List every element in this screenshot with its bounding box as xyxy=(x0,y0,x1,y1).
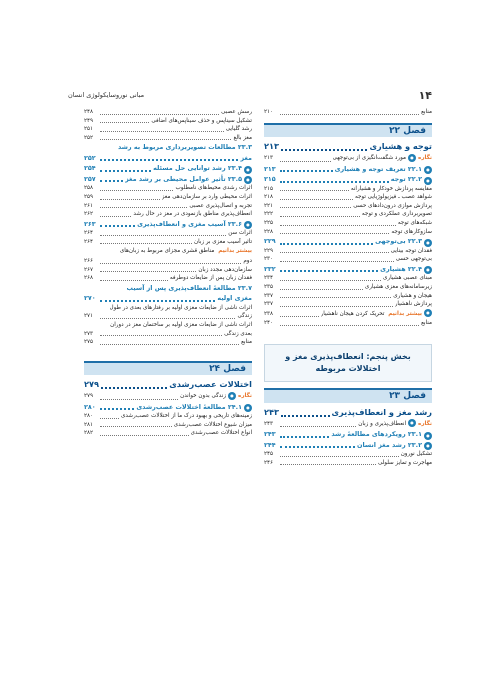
toc-section-entry[interactable] xyxy=(264,440,432,451)
toc-entry-page: ۲۱۸ xyxy=(264,194,274,201)
toc-entry-page: ۲۴۳ xyxy=(264,430,276,438)
toc-entry-page: ۲۷۳ xyxy=(84,330,94,337)
toc-entry[interactable] xyxy=(84,312,252,321)
section-badge-icon: ● xyxy=(244,166,252,174)
toc-entry-text: ۲۳.۵ تأثیر عوامل محیطی بر رشد مغز xyxy=(125,174,242,183)
toc-entry-page: ۲۲۹ xyxy=(264,247,274,254)
toc-entry[interactable] xyxy=(264,450,432,459)
toc-entry-text: اثرات رشدی محیط‌های نامطلوب xyxy=(175,185,252,192)
chapter-24-title[interactable]: اختلالات عصب‌رشدی ۲۷۹ xyxy=(84,379,252,390)
section-23-3-line2[interactable]: مغز ۲۵۲ xyxy=(84,153,252,162)
more-tag: بیشتر بدانیم xyxy=(388,310,422,317)
toc-entry-text: تشکیل نورون xyxy=(400,451,432,457)
page-header xyxy=(68,88,432,102)
part-five-box: بخش پنجم: انعطاف‌پذیری مغز و اختلالات مربوطه xyxy=(264,344,432,382)
toc-entry[interactable] xyxy=(84,117,252,126)
toc-entry-page: ۲۵۴ xyxy=(84,164,96,173)
toc-section-entry[interactable] xyxy=(264,164,432,175)
toc-entry-text: ۲۳.۱ رویکردهای مطالعهٔ رشد xyxy=(331,430,422,438)
toc-entry-page: ۲۲۱ xyxy=(264,202,274,209)
toc-entry[interactable] xyxy=(84,429,252,438)
toc-entry-page: ۲۱۵ xyxy=(264,185,274,192)
toc-entry-text: زمینه‌های تاریخی و بهبود درک ما از اختلالات عصب‌رشدی xyxy=(120,413,252,420)
toc-entry-page: ۲۲۸ xyxy=(264,228,274,235)
toc-entry[interactable] xyxy=(84,125,252,134)
toc-entry-text: ۲۲.۳ بی‌توجهی xyxy=(375,237,422,246)
more-entry[interactable]: ●بیشتر بدانیم تحریک کردن هیجان ناهشیار ۲۳۸ xyxy=(264,309,432,320)
toc-entry[interactable] xyxy=(264,202,432,211)
toc-entry[interactable] xyxy=(264,300,432,309)
toc-entry[interactable] xyxy=(264,292,432,301)
toc-entry-text: شبکه‌های توجه xyxy=(397,220,432,227)
toc-entry-page: ۲۴۸ xyxy=(84,109,94,115)
toc-entry-text: فقدان توجه بینایی xyxy=(390,247,432,254)
chapter-22-label: فصل ۲۲ xyxy=(264,123,432,138)
chapter-24-label: فصل ۲۴ xyxy=(84,361,252,376)
toc-entry-text: رشد گلیایی xyxy=(225,126,252,133)
toc-entry-page: ۲۶۴ xyxy=(84,230,94,237)
toc-entry-text: زندگی xyxy=(237,313,252,320)
section-badge-icon: ● xyxy=(424,239,432,247)
negare-badge-icon: ● xyxy=(408,419,416,427)
toc-entry-text: اثرات ناشی از ضایعات مغزی اولیه بر رفتارهای بعدی در طول xyxy=(109,304,252,311)
toc-entry-text: هیجان و هشیاری xyxy=(393,292,432,299)
negare-badge-icon: ● xyxy=(408,154,416,162)
toc-entry-text: ۲۳.۴ رشد توانایی حل مسئله xyxy=(153,164,242,173)
toc-section-entry[interactable] xyxy=(84,402,252,413)
toc-entry-page: ۲۴۵ xyxy=(264,451,274,457)
negare-entry[interactable]: نگاره●انعطاف‌پذیری و زبان ۲۴۳ xyxy=(264,420,432,427)
toc-entry-text: ۲۴.۱ مطالعهٔ اختلالات عصب‌رشدی xyxy=(136,402,242,411)
toc-entry-text: تشکیل سیناپس و حذف سیناپس‌های اضافی xyxy=(151,117,252,124)
toc-entry-text: بی‌توجهی حسی xyxy=(395,256,432,263)
more-entry-line2[interactable]: دوم ۲۶۶ xyxy=(84,257,252,264)
chapter-23-title[interactable]: رشد مغز و انعطاف‌پذیری ۲۴۳ xyxy=(264,406,432,417)
toc-entry[interactable] xyxy=(84,338,252,347)
toc-entry-text: میزان شیوع اختلالات عصب‌رشدی xyxy=(173,421,252,428)
toc-entry-text: پردازش ناهشیار xyxy=(394,301,432,308)
toc-entry[interactable] xyxy=(84,134,252,143)
section-23-7-line2[interactable]: مغزی اولیه ۲۷۰ xyxy=(84,294,252,303)
toc-entry-page: ۲۲۹ xyxy=(264,237,276,246)
toc-entry[interactable] xyxy=(84,330,252,339)
toc-entry-page: ۲۱۳ xyxy=(264,164,276,173)
toc-entry-page: ۲۳۰ xyxy=(264,256,274,263)
toc-section-entry[interactable] xyxy=(264,264,432,275)
section-badge-icon: ● xyxy=(424,166,432,174)
toc-entry[interactable] xyxy=(84,304,252,313)
toc-entry-page: ۲۲۲ xyxy=(264,211,274,218)
toc-entry-page: ۲۵۹ xyxy=(84,193,94,200)
section-badge-icon: ● xyxy=(244,176,252,184)
toc-entry-text: پردازش موازی درون‌دادهای حسی xyxy=(353,202,432,209)
toc-entry-page: ۲۳۵ xyxy=(264,284,274,291)
toc-entry-page: ۲۳۴ xyxy=(264,275,274,282)
toc-entry-page: ۲۱۵ xyxy=(264,175,276,184)
toc-entry[interactable] xyxy=(264,219,432,228)
toc-entry-page: ۲۶۳ xyxy=(84,219,96,228)
toc-entry[interactable] xyxy=(84,229,252,238)
toc-entry-page: ۲۵۷ xyxy=(84,174,96,183)
toc-entry[interactable] xyxy=(264,210,432,219)
section-badge-icon: ● xyxy=(244,404,252,412)
toc-entry[interactable] xyxy=(84,321,252,330)
toc-entry-text: تصویربرداری عملکردی و توجه xyxy=(361,211,432,218)
more-badge-icon: ● xyxy=(424,309,432,317)
toc-entry[interactable] xyxy=(84,412,252,421)
toc-entry-page: ۲۲۵ xyxy=(264,220,274,227)
toc-entry[interactable]: منابع ۲۴۰ xyxy=(264,320,432,327)
toc-entry-page: ۲۷۵ xyxy=(84,339,94,346)
toc-section-entry[interactable] xyxy=(84,219,252,230)
toc-entry-text: مقایسه پردازش خودکار و هشیارانه xyxy=(350,185,432,192)
page-number: ۱۴ xyxy=(418,88,432,102)
toc-entry-page: ۲۶۱ xyxy=(84,202,94,209)
toc-entry-page: ۲۸۰ xyxy=(84,413,94,420)
toc-entry[interactable] xyxy=(264,247,432,256)
negare-entry[interactable]: نگاره●مورد شگفت‌انگیزی از بی‌توجهی ۲۱۳ xyxy=(264,154,432,162)
chapter-22-title[interactable]: توجه و هشیاری ۲۱۳ xyxy=(264,141,432,152)
toc-entry-page: ۲۶۸ xyxy=(84,275,94,282)
negare-entry[interactable]: نگاره●زندگی بدون خواندن ۲۷۹ xyxy=(84,392,252,400)
toc-entry-text: اثرات ناشی از ضایعات مغزی اولیه بر ساختمان مغز در دوران xyxy=(110,321,252,328)
toc-entry-page: ۲۴۶ xyxy=(264,459,274,466)
toc-entry-text: منابع xyxy=(421,109,432,115)
toc-entry-page: ۲۴۹ xyxy=(84,117,94,124)
toc-entry-page: ۲۳۷ xyxy=(264,301,274,308)
toc-entry[interactable] xyxy=(264,108,432,117)
toc-section-entry[interactable] xyxy=(84,163,252,174)
toc-entry-text: تأثیر آسیب مغزی بر زبان xyxy=(194,238,252,245)
toc-entry-text: رسش عصبی xyxy=(221,109,252,115)
toc-section-entry[interactable] xyxy=(264,236,432,247)
toc-section-entry[interactable] xyxy=(264,429,432,440)
toc-entry-text: ۲۲.۲ توجه xyxy=(390,175,422,184)
toc-entry[interactable] xyxy=(84,108,252,117)
toc-entry-text: تجربه و اتصال‌پذیری عصبی xyxy=(189,202,252,209)
toc-entry[interactable] xyxy=(84,274,252,283)
toc-entry-page: ۲۸۲ xyxy=(84,430,94,437)
toc-entry-text: اثرات سن xyxy=(228,230,252,237)
toc-entry[interactable] xyxy=(84,238,252,247)
toc-entry[interactable] xyxy=(264,459,432,468)
toc-entry[interactable] xyxy=(264,185,432,194)
toc-entry[interactable] xyxy=(264,255,432,264)
toc-entry[interactable] xyxy=(264,193,432,202)
toc-entry-text: سازمان‌دهی مجدد زبان xyxy=(198,266,252,273)
toc-entry-page: ۲۵۱ xyxy=(84,126,94,133)
toc-entry-text: ۲۲.۴ هشیاری xyxy=(380,264,422,273)
toc-right-column xyxy=(264,108,432,467)
toc-entry-page: ۲۸۱ xyxy=(84,421,94,428)
toc-entry-page: ۲۷۱ xyxy=(84,313,94,320)
toc-entry-text: مهاجرت و تمایز سلولی xyxy=(377,459,432,466)
toc-entry-page: ۲۴۴ xyxy=(264,440,276,449)
more-entry[interactable]: بیشتر بدانیم مناطق قشری مجزای مربوط به زبان‌های xyxy=(119,248,252,255)
toc-entry-page: ۲۶۲ xyxy=(84,211,94,218)
toc-entry-text: ۲۲.۱ تعریف توجه و هشیاری xyxy=(334,164,422,173)
toc-entry-page: ۲۳۷ xyxy=(264,292,274,299)
toc-entry-text: بعدی زندگی xyxy=(224,330,252,337)
toc-entry[interactable] xyxy=(84,210,252,219)
toc-entry-text: مغز بالغ xyxy=(233,134,252,141)
toc-entry[interactable] xyxy=(84,266,252,275)
toc-entry-text: اثرات محیطی وارد بر سازمان‌دهی مغز xyxy=(161,193,252,200)
book-title: مبانی نوروسایکولوژی انسان xyxy=(68,91,145,99)
toc-entry-text: فقدان زبان پس از ضایعات دوطرفه xyxy=(169,275,252,282)
section-badge-icon: ● xyxy=(244,221,252,229)
toc-section-entry[interactable] xyxy=(264,174,432,185)
toc-entry-text: شواهد عصب ـ فیزیولوژیایی توجه xyxy=(354,194,432,201)
toc-entry-text: انواع اختلالات عصب‌رشدی xyxy=(190,430,252,437)
toc-entry-page: ۲۱۰ xyxy=(264,109,274,115)
toc-entry-text: ۲۳.۶ آسیب مغزی و انعطاف‌پذیری xyxy=(137,219,242,228)
section-badge-icon: ● xyxy=(424,442,432,450)
toc-entry-text: سازوکارهای توجه xyxy=(391,228,432,235)
toc-entry-text: مبنای عصبی هشیاری xyxy=(383,275,432,282)
toc-entry-text: ۲۳.۲ رشد مغز انسان xyxy=(357,440,422,449)
toc-entry[interactable] xyxy=(84,193,252,202)
section-23-7-line1[interactable]: ۲۳.۷ مطالعهٔ انعطاف‌پذیری پس از آسیب xyxy=(126,283,252,292)
section-badge-icon: ● xyxy=(424,432,432,440)
section-badge-icon: ● xyxy=(424,266,432,274)
toc-entry-page: ۲۸۰ xyxy=(84,402,96,411)
negare-badge-icon: ● xyxy=(228,392,236,400)
toc-entry-page: ۲۶۷ xyxy=(84,266,94,273)
toc-entry-text: زیرسامانه‌های مغزی هشیاری xyxy=(364,284,432,291)
toc-entry[interactable] xyxy=(84,421,252,430)
chapter-23-label: فصل ۲۳ xyxy=(264,388,432,403)
toc-entry[interactable] xyxy=(84,184,252,193)
toc-entry[interactable] xyxy=(264,228,432,237)
toc-entry-text: انعطاف‌پذیری مناطق بازنمودی در مغز در حال رشد xyxy=(133,211,252,218)
toc-entry-text: منابع xyxy=(241,339,252,346)
toc-entry-page: ۲۵۸ xyxy=(84,185,94,192)
negare-tag: نگاره xyxy=(418,155,432,162)
section-badge-icon: ● xyxy=(424,177,432,185)
toc-entry[interactable] xyxy=(264,274,432,283)
toc-entry[interactable] xyxy=(264,283,432,292)
toc-entry[interactable] xyxy=(84,202,252,211)
toc-section-entry[interactable] xyxy=(84,174,252,185)
section-23-3-line1[interactable]: ۲۳.۳ مطالعات تصویربرداری مربوط به رشد xyxy=(117,143,252,152)
toc-entry-page: ۲۵۲ xyxy=(84,134,94,141)
toc-entry-page: ۲۶۴ xyxy=(84,238,94,245)
toc-left-column xyxy=(84,108,252,438)
toc-entry-page: ۲۳۲ xyxy=(264,264,276,273)
